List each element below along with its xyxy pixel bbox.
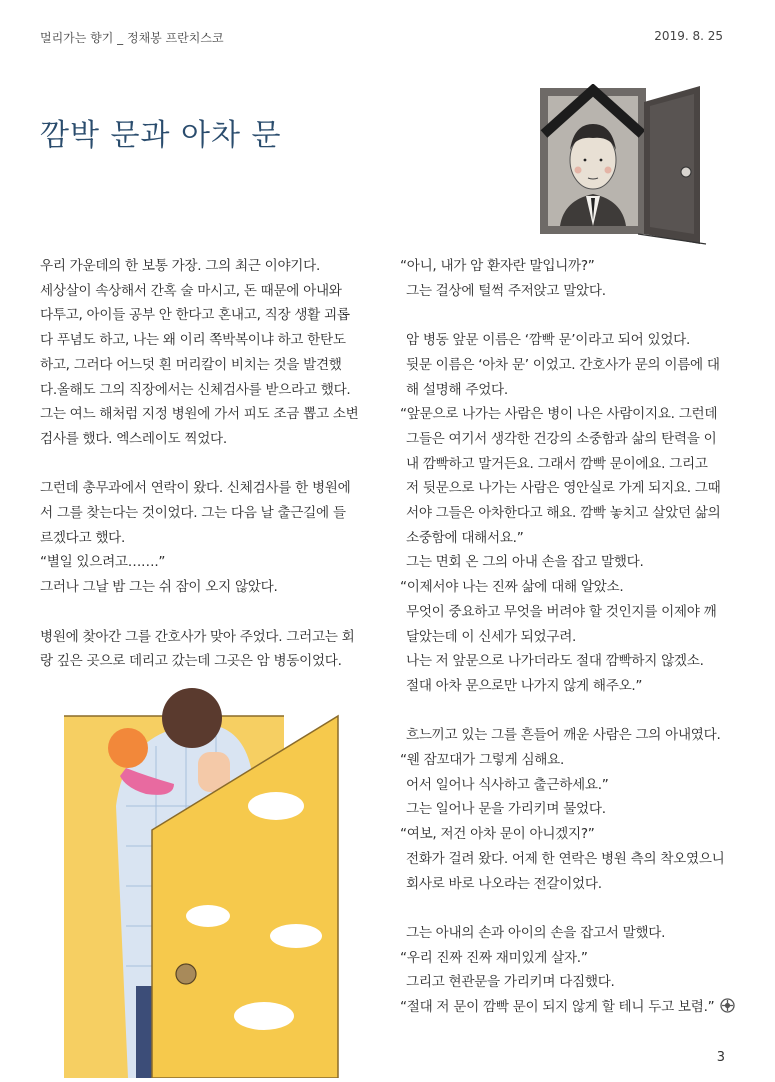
text-line: “여보, 저건 아차 문이 아니겠지?”	[400, 826, 595, 843]
text-line: “웬 잠꼬대가 그렇게 심해요.	[400, 752, 564, 769]
door-knob	[681, 167, 691, 177]
final-line-text: “절대 저 문이 깜빡 문이 되지 않게 할 테니 두고 보렴.”	[400, 999, 715, 1016]
father-head	[162, 688, 222, 748]
article-left-column	[40, 254, 370, 674]
text-line-final	[400, 995, 735, 1020]
text-line: 랑 깊은 곳으로 데리고 갔는데 그곳은 암 병동이었다.	[40, 653, 342, 670]
text-line: 그는 여느 해처럼 지정 병원에 가서 피도 조금 뽑고 소변	[40, 406, 359, 423]
text-line: 소중함에 대해서요.”	[406, 529, 524, 546]
text-line: “이제서야 나는 진짜 삶에 대해 알았소.	[400, 579, 624, 596]
text-line: 나는 저 앞문으로 나가더라도 절대 깜빡하지 않겠소.	[406, 653, 704, 670]
text-line: 그리고 현관문을 가리키며 다짐했다.	[406, 974, 615, 991]
paragraph-gap	[40, 452, 370, 477]
text-line: “아니, 내가 암 환자란 말입니까?”	[400, 258, 595, 274]
text-line: 세상살이 속상해서 간혹 술 마시고, 돈 때문에 아내와	[40, 282, 342, 299]
text-line: 병원에 찾아간 그를 간호사가 맞아 주었다. 그러고는 회	[40, 628, 355, 645]
paragraph-gap	[400, 699, 735, 724]
text-line: 달았는데 이 신세가 되었구려.	[406, 628, 577, 645]
text-line: 흐느끼고 있는 그를 흔들어 깨운 사람은 그의 아내였다.	[406, 727, 721, 744]
text-line: 뒷문 이름은 ‘아차 문’ 이었고. 간호사가 문의 이름에 대	[406, 356, 720, 373]
text-line: 그는 아내의 손과 아이의 손을 잡고서 말했다.	[406, 924, 666, 941]
text-line: 우리 가운데의 한 보통 가장. 그의 최근 이야기다.	[40, 258, 320, 274]
text-line: 하고, 그러다 어느덧 흰 머리칼이 비치는 것을 발견했	[40, 356, 342, 373]
end-mark-icon	[720, 998, 735, 1013]
text-line: 그러나 그날 밤 그는 쉬 잠이 오지 않았다.	[40, 579, 278, 596]
text-line: 그들은 여기서 생각한 건강의 소중함과 삶의 탄력을 이	[406, 430, 717, 447]
text-line: 암 병동 앞문 이름은 ‘깜빡 문’이라고 되어 있었다.	[406, 332, 691, 349]
text-line: 어서 일어나 식사하고 출근하세요.”	[406, 776, 609, 793]
paragraph-gap	[40, 600, 370, 625]
text-line: 르겠다고 했다.	[40, 529, 126, 546]
child-head	[108, 728, 148, 768]
cloud	[234, 1002, 294, 1030]
page-number: 3	[716, 1050, 725, 1065]
text-line: 그런데 총무과에서 연락이 왔다. 신체검사를 한 병원에	[40, 480, 351, 497]
cloud	[248, 792, 304, 820]
article-right-column	[400, 254, 735, 1020]
issue-date: 2019. 8. 25	[654, 29, 723, 43]
text-line: 무엇이 중요하고 무엇을 버려야 할 것인지를 이제야 깨	[406, 603, 717, 620]
text-line: 그는 일어나 문을 가리키며 물었다.	[406, 801, 606, 818]
article-title: 깜박 문과 아차 문	[40, 118, 282, 153]
text-line: 검사를 했다. 엑스레이도 찍었다.	[40, 430, 227, 447]
text-line: 절대 아차 문으로만 나가지 않게 해주오.”	[406, 677, 643, 694]
text-line: 해 설명해 주었다.	[406, 381, 508, 398]
family-hug-door-illustration	[56, 686, 346, 1078]
text-line: “별일 있으려고…….”	[40, 554, 166, 571]
text-line: 그는 걸상에 털썩 주저앉고 말았다.	[406, 282, 606, 299]
text-line: “앞문으로 나가는 사람은 병이 나은 사람이지요. 그런데	[400, 406, 718, 423]
cloud	[270, 924, 322, 948]
text-line: 서야 그들은 아차한다고 해요. 깜빡 놓치고 살았던 삶의	[406, 505, 721, 522]
text-line: “우리 진짜 진짜 재미있게 살자.”	[400, 949, 588, 966]
text-line: 전화가 걸려 왔다. 어제 한 연락은 병원 측의 착오였으니	[406, 850, 725, 867]
text-line: 회사로 바로 나오라는 전갈이었다.	[406, 875, 602, 892]
paragraph-gap	[400, 896, 735, 921]
text-line: 저 뒷문으로 나가는 사람은 영안실로 가게 되지요. 그때	[406, 480, 721, 497]
door-knob	[176, 964, 196, 984]
text-line: 내 깜빡하고 말거든요. 그래서 깜빡 문이에요. 그리고	[406, 455, 708, 472]
text-line: 서 그를 찾는다는 것이었다. 그는 다음 날 출근길에 들	[40, 505, 346, 522]
memorial-portrait-door-illustration	[530, 84, 730, 252]
text-line: 다 푸념도 하고, 나는 왜 이리 쪽박복이냐 하고 한탄도	[40, 332, 346, 349]
text-line: 그는 면회 온 그의 아내 손을 잡고 말했다.	[406, 554, 644, 571]
series-title: 멀리가는 향기 _ 정채봉 프란치스코	[40, 31, 224, 45]
text-line: 다투고, 아이들 공부 안 한다고 혼내고, 직장 생활 괴롭	[40, 307, 350, 324]
text-line: 다.올해도 그의 직장에서는 신체검사를 받으라고 했다.	[40, 381, 351, 398]
paragraph-gap	[400, 303, 735, 328]
cloud	[186, 905, 230, 927]
